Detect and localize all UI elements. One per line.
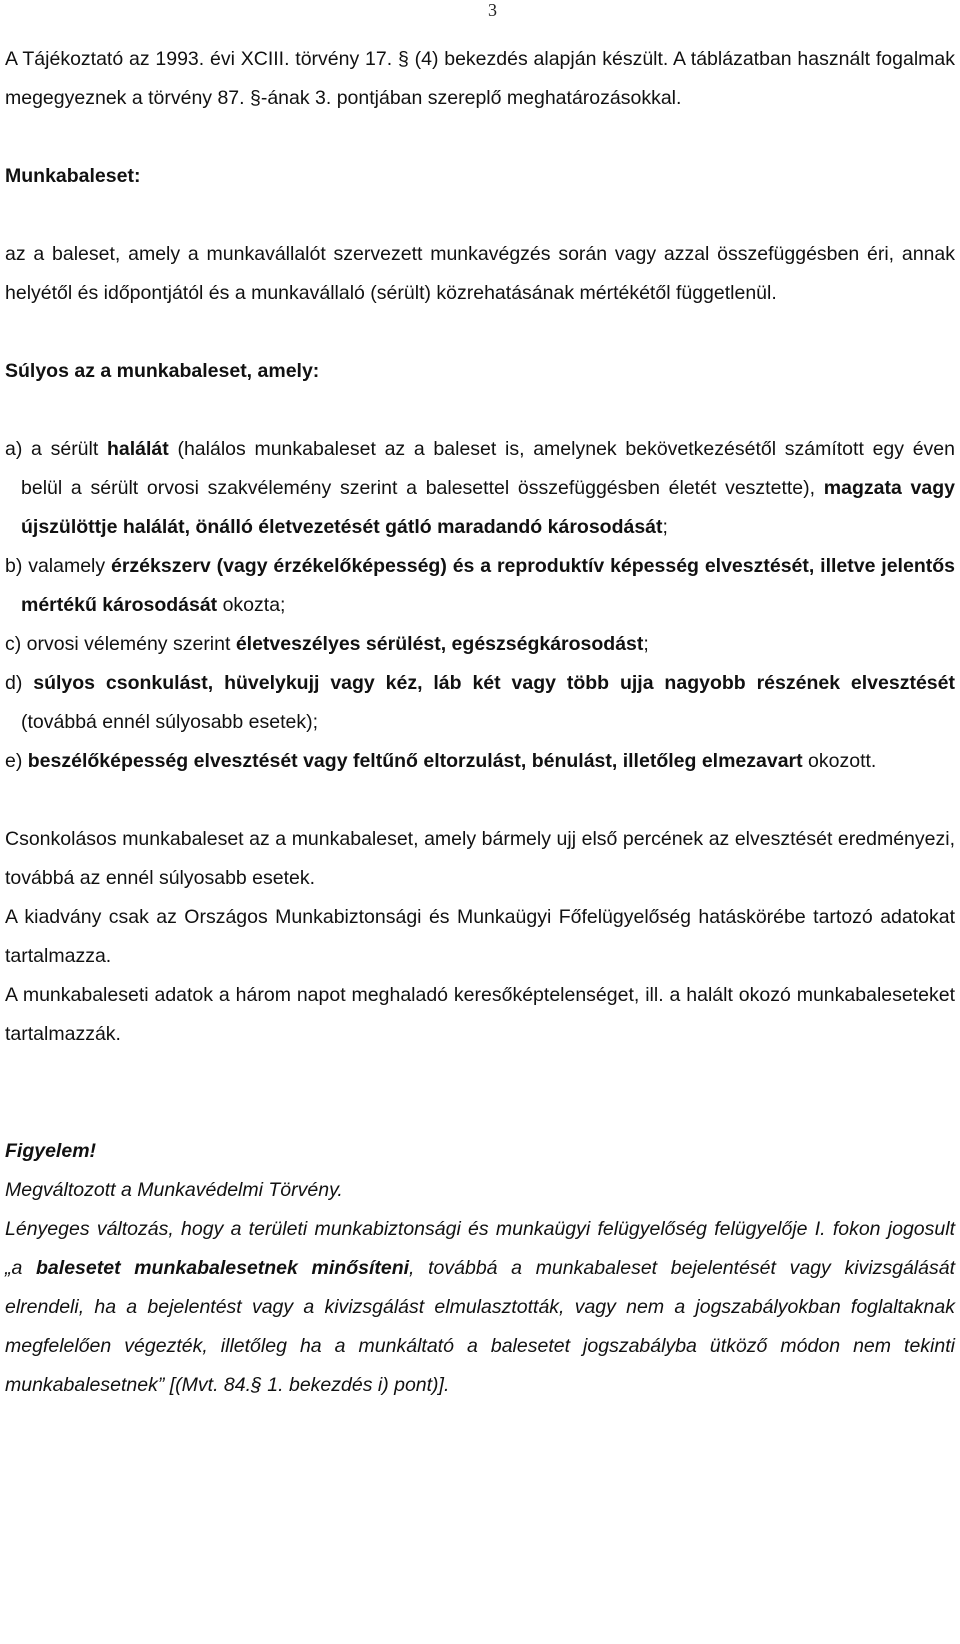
munkabaleset-definition: az a baleset, amely a munkavállalót szervezett munkavégzés során vagy azzal összefüggésben éri, annak helyétől és időpontjától és a munkavállaló (sérült) közrehatásának mértékétől függetlenül. <box>5 243 955 304</box>
document-body <box>5 40 955 1405</box>
page-number: 3 <box>488 0 497 20</box>
csonkolasos-paragraph: Csonkolásos munkabaleset az a munkabaleset, amely bármely ujj első percének az elvesztését eredményezi, továbbá az ennél súlyosabb esetek. <box>5 828 955 889</box>
adatok-paragraph: A munkabaleseti adatok a három napot meghaladó keresőképtelenséget, ill. a halált okozó munkabaleseteket tartalmazzák. <box>5 984 955 1045</box>
list-item-a: a) a sérült halálát (halálos munkabaleset az a baleset is, amelynek bekövetkezésétől számított egy éven belül a sérült orvosi szakvélemény szerint a balesettel összefüggésben életét vesztette), magzata vagy újszülöttje halálát, önálló életvezetését gátló maradandó károsodását; <box>5 438 955 538</box>
list-item-b: b) valamely érzékszerv (vagy érzékelőképesség) és a reproduktív képesség elvesztését, illetve jelentős mértékű károsodását okozta; <box>5 555 955 616</box>
figyelem-title: Figyelem! <box>5 1140 97 1162</box>
kiadvany-paragraph: A kiadvány csak az Országos Munkabiztonsági és Munkaügyi Főfelügyelőség hatáskörébe tartozó adatokat tartalmazza. <box>5 906 955 967</box>
list-item-d: d) súlyos csonkulást, hüvelykujj vagy kéz, láb két vagy több ujja nagyobb részének elvesztését (továbbá ennél súlyosabb esetek); <box>5 672 955 733</box>
sulyos-heading: Súlyos az a munkabaleset, amely: <box>5 360 320 382</box>
list-item-c: c) orvosi vélemény szerint életveszélyes sérülést, egészségkárosodást; <box>5 633 649 655</box>
intro-paragraph: A Tájékoztató az 1993. évi XCIII. törvény 17. § (4) bekezdés alapján készült. A táblázatban használt fogalmak megegyeznek a törvény 87. §-ának 3. pontjában szereplő meghatározásokkal. <box>5 48 955 109</box>
list-item-e: e) beszélőképesség elvesztését vagy feltűnő eltorzulást, bénulást, illetőleg elmezavart okozott. <box>5 750 877 772</box>
figyelem-paragraph: Lényeges változás, hogy a területi munkabiztonsági és munkaügyi felügyelőség felügyelője I. fokon jogosult „a balesetet munkabalesetnek minősíteni, továbbá a munkabaleset bejelentését vagy kivizsgálását elrendeli, ha a bejelentést vagy a kivizsgálást elmulasztották, vagy nem a jogszabályokban foglaltaknak megfelelően végezték, illetőleg ha a munkáltató a balesetet jogszabályba ütköző módon nem tekinti munkabalesetnek” [(Mvt. 84.§ 1. bekezdés i) pont)]. <box>5 1218 955 1396</box>
figyelem-line: Megváltozott a Munkavédelmi Törvény. <box>5 1179 343 1201</box>
munkabaleset-heading: Munkabaleset: <box>5 165 141 187</box>
